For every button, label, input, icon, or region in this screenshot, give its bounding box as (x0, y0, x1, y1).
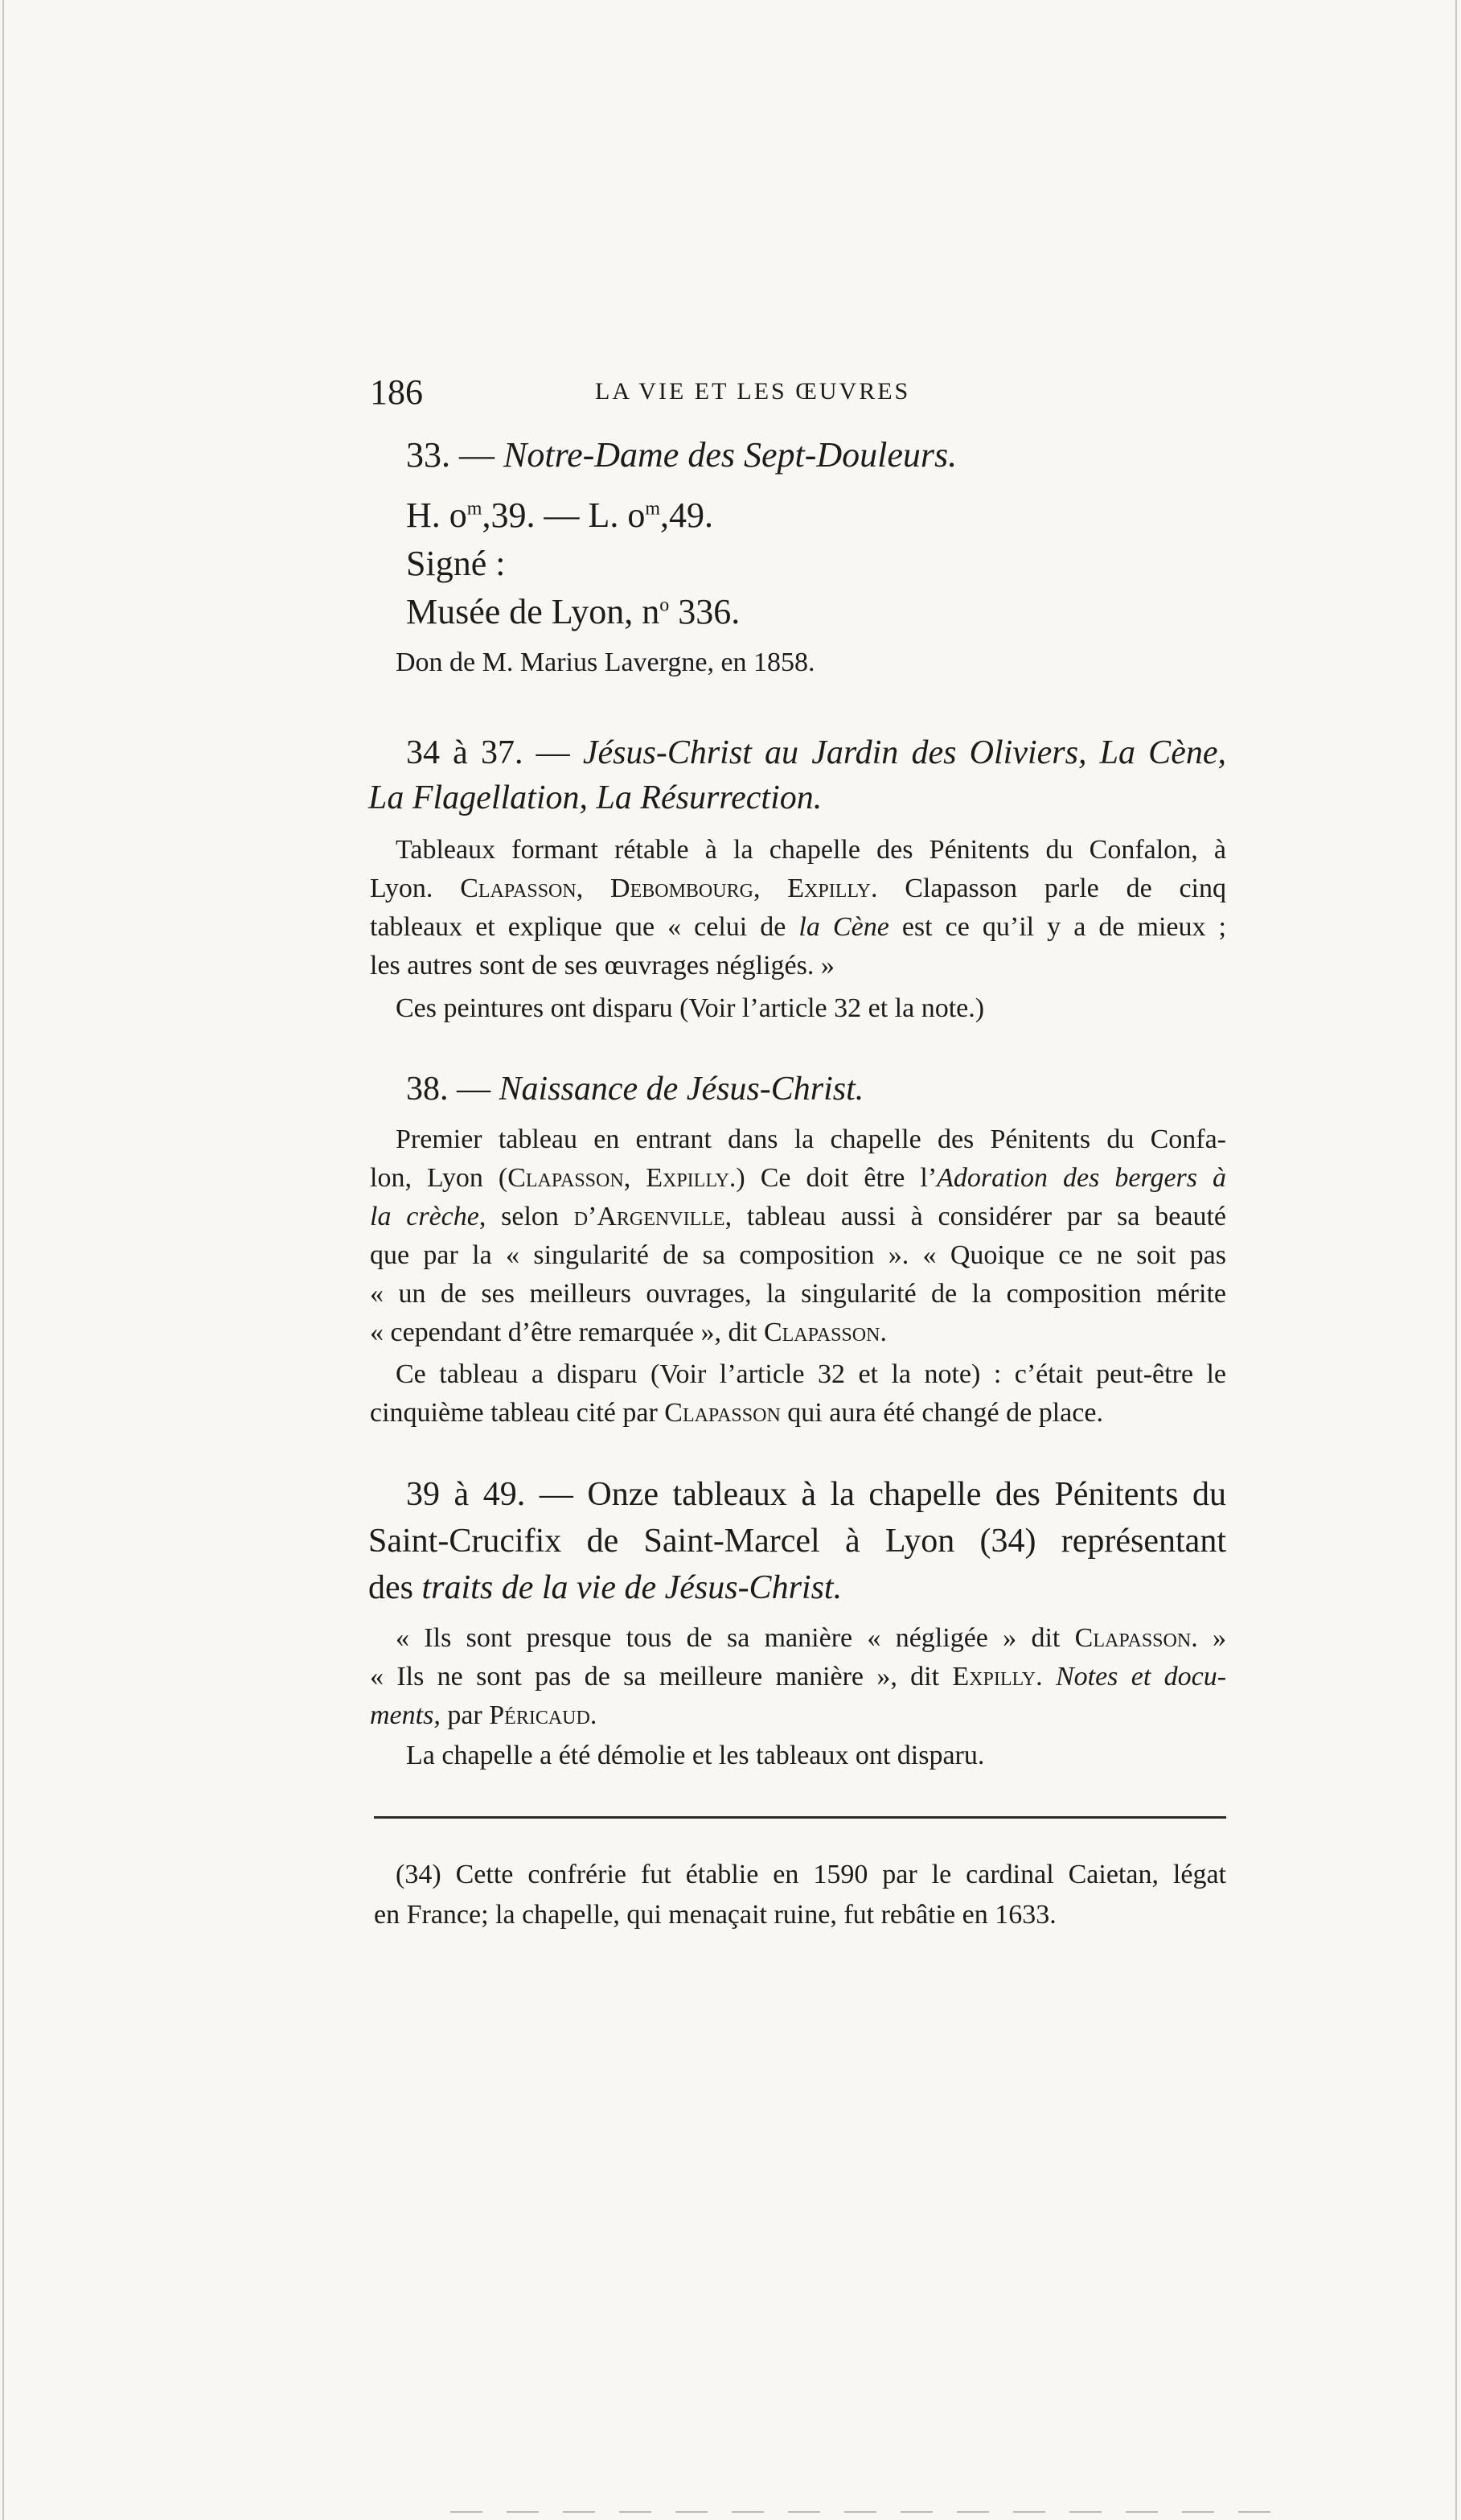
entry-33-museum: Musée de Lyon, $n^o$ 336. (406, 592, 741, 631)
entry-39-quote-3: ments, par Péricaud. (370, 1700, 597, 1730)
entry-38-line-4: que par la « singularité de sa composition ». « Quoique ce ne soit pas (370, 1240, 1226, 1270)
entry-38-line-5: « un de ses meilleurs ouvrages, la singularité de la composition mérite (370, 1279, 1226, 1309)
entry-34-heading: 34 à 37. — Jésus-Christ au Jardin des Oliviers, La Cène, (406, 734, 1226, 771)
entry-39-line-1: 39 à 49. — Onze tableaux à la chapelle des Pénitents du (406, 1476, 1226, 1513)
entry-33-donation: Don de M. Marius Lavergne, en 1858. (396, 647, 815, 677)
scan-artifact-dashes (450, 2511, 1287, 2513)
scan-edge-left (2, 0, 4, 2520)
entry-38-line-6: « cependant d’être remarquée », dit Clapasson. (370, 1318, 887, 1347)
entry-38-line-7: Ce tableau a disparu (Voir l’article 32 et la note) : c’était peut-être le (396, 1359, 1226, 1389)
entry-39-line-3: des traits de la vie de Jésus-Christ. (368, 1569, 843, 1606)
entry-38-line-1: Premier tableau en entrant dans la chapelle des Pénitents du Confa- (396, 1124, 1226, 1154)
entry-34-note: Ces peintures ont disparu (Voir l’article 32 et la note.) (396, 993, 985, 1023)
scan-edge-right (1455, 0, 1457, 2520)
entry-34-title-2: La Flagellation, La Résurrection. (368, 779, 823, 816)
entry-34-para-line-3: tableaux et explique que « celui de la Cène est ce qu’il y a de mieux ; (370, 912, 1226, 942)
footnote-line-1: (34) Cette confrérie fut établie en 1590 par le cardinal Caietan, légat (396, 1860, 1226, 1889)
entry-39-last: La chapelle a été démolie et les tableaux ont disparu. (406, 1741, 985, 1770)
entry-34-para-line-4: les autres sont de ses œuvrages négligés. » (370, 951, 835, 980)
entry-33-signed: Signé : (406, 544, 506, 583)
entry-33-heading: 33. — Notre-Dame des Sept-Douleurs. (406, 435, 958, 475)
entry-34-para-line-2: Lyon. Clapasson, Debombourg, Expilly. Clapasson parle de cinq (370, 874, 1227, 903)
footnote-line-2: en France; la chapelle, qui menaçait ruine, fut rebâtie en 1633. (374, 1900, 1057, 1930)
entry-38-title: Naissance de Jésus-Christ. (499, 1071, 864, 1108)
entry-33-dimensions: H. $o^m,39$. — L. $o^m,49$. (406, 495, 714, 535)
entry-39-quote-2: « Ils ne sont pas de sa meilleure manière », dit Expilly. Notes et docu- (370, 1662, 1227, 1692)
entry-38-line-2: lon, Lyon (Clapasson, Expilly.) Ce doit être l’Adoration des bergers à (370, 1163, 1227, 1193)
page-number: 186 (370, 372, 423, 412)
entry-33-title: Notre-Dame des Sept-Douleurs. (503, 435, 958, 475)
entry-38-line-3: la crèche, selon d’Argenville, tableau aussi à considérer par sa beauté (370, 1202, 1226, 1231)
entry-39-quote-1: « Ils sont presque tous de sa manière « négligée » dit Clapasson. » (396, 1623, 1226, 1653)
entry-34-para-line-1: Tableaux formant rétable à la chapelle des Pénitents du Confalon, à (396, 835, 1226, 865)
entry-38-heading: 38. — Naissance de Jésus-Christ. (406, 1071, 864, 1108)
entry-34-title-1: Jésus-Christ au Jardin des Oliviers, La Cène, (582, 734, 1226, 771)
running-head: LA VIE ET LES ŒUVRES (595, 378, 911, 405)
entry-38-line-8: cinquième tableau cité par Clapasson qui aura été changé de place. (370, 1398, 1103, 1428)
footnote-separator (374, 1816, 1226, 1819)
entry-39-line-2: Saint-Crucifix de Saint-Marcel à Lyon (34) représentant (368, 1523, 1226, 1560)
page-header (370, 372, 1230, 412)
